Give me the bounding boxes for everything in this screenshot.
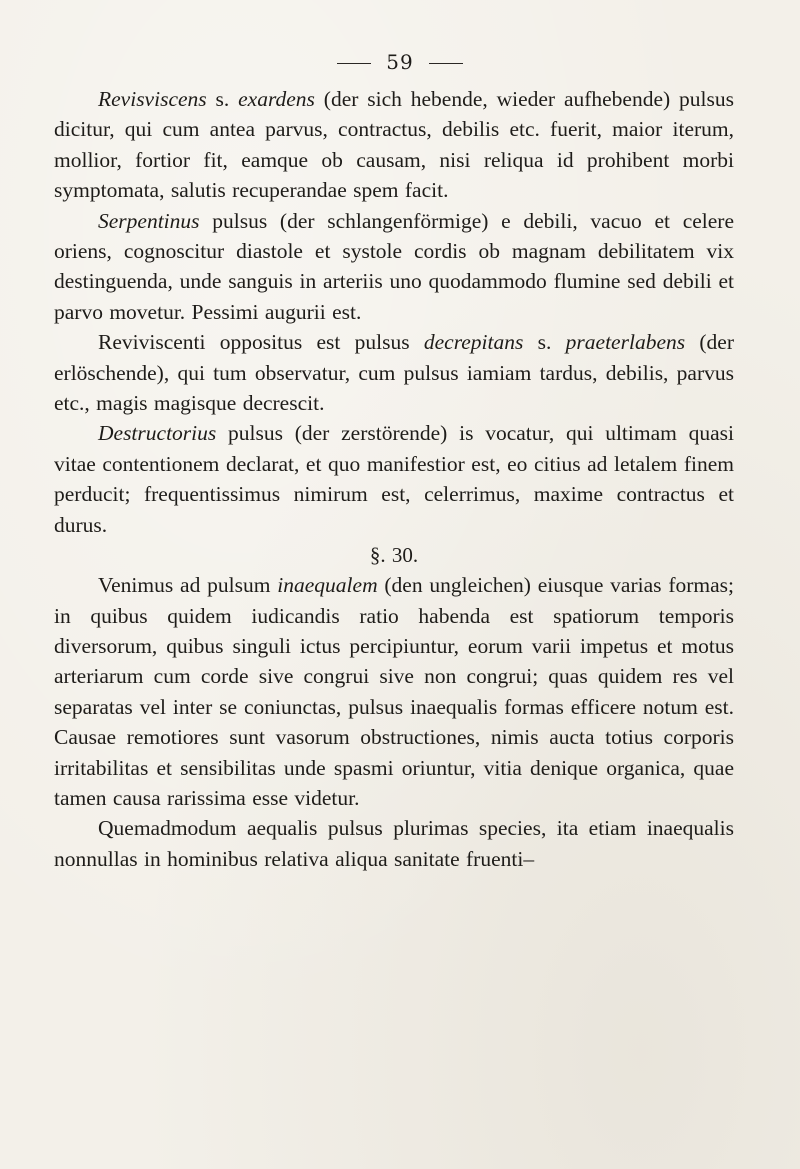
paragraph-text: pulsus (der zerstörende) is vocatur, qui ultimam quasi vitae contentionem declarat, et quo manifestior est, eo citius ad letalem finem perducit; frequentissimus nimirum est, celerrimus, maxime contractus et durus. <box>54 421 734 537</box>
connector: s. <box>523 330 566 355</box>
paragraph-lead: Reviviscenti oppositus est pulsus <box>98 330 424 355</box>
paragraph-decrepitans <box>54 327 734 418</box>
paragraph-destructorius <box>54 418 734 540</box>
term: Destructorius <box>98 421 217 446</box>
paragraph-inaequalis <box>54 570 734 813</box>
connector: s. <box>206 87 239 111</box>
paragraph-lead: Quemadmodum aequalis pulsus plurimas species, ita etiam inaequalis nonnullas in hominibus relativa aliqua sanitate fruenti– <box>54 816 734 871</box>
header-dash-left <box>337 63 371 64</box>
header-dash-right <box>429 63 463 64</box>
paragraph-revisviscens <box>54 84 734 206</box>
term: decrepitans <box>423 330 524 355</box>
page-header <box>0 50 800 74</box>
paragraph-text: (den ungleichen) eiusque varias formas; in quibus quidem iudicandis ratio habenda est spatiorum temporis diversorum, quibus singuli ictus percipiuntur, eorum varii impetus et motus arteriarum cum corde sive congrui sive non congrui; quas quidem res vel separatas vel inter se coniunctas, pulsus inaequalis formas efficere notum est. Causae remotiores sunt vasorum obstructiones, nimis aucta totius corporis irritabilitas et sensibilitas unde spasmi oriuntur, vitia denique organica, quae tamen causa rarissima esse videtur. <box>54 573 735 810</box>
paragraph-text: (der erlöschende), qui tum observatur, cum pulsus iamiam tardus, debilis, parvus etc., magis magisque decrescit. <box>54 330 734 416</box>
term: Revisviscens <box>98 87 207 111</box>
term: inaequalem <box>277 573 378 598</box>
section-heading: §. 30. <box>369 543 419 568</box>
paragraph-text: (der sich hebende, wieder aufhebende) pulsus dicitur, qui cum antea parvus, contractus, debilis etc. fuerit, maior iterum, mollior, fortior fit, eamque ob causam, nisi reliqua id prohibent morbi symptomata, salutis recuperandae spem facit. <box>54 87 734 203</box>
paragraph-text: pulsus (der schlangenförmige) e debili, vacuo et celere oriens, cognoscitur diastole et systole cordis ob magnam debilitatem vix destinguenda, unde sanguis in arteriis uno quodammodo flumine sed debili et parvo movetur. Pessimi augurii est. <box>54 208 734 324</box>
paragraph-serpentinus <box>54 206 734 328</box>
term: Serpentinus <box>98 208 200 233</box>
body-text <box>54 84 734 874</box>
paragraph-lead: Venimus ad pulsum <box>98 573 278 598</box>
page-number: 59 <box>386 50 414 74</box>
term: praeterlabens <box>565 330 686 355</box>
paragraph-quemadmodum <box>54 813 734 874</box>
term: exardens <box>238 87 315 111</box>
